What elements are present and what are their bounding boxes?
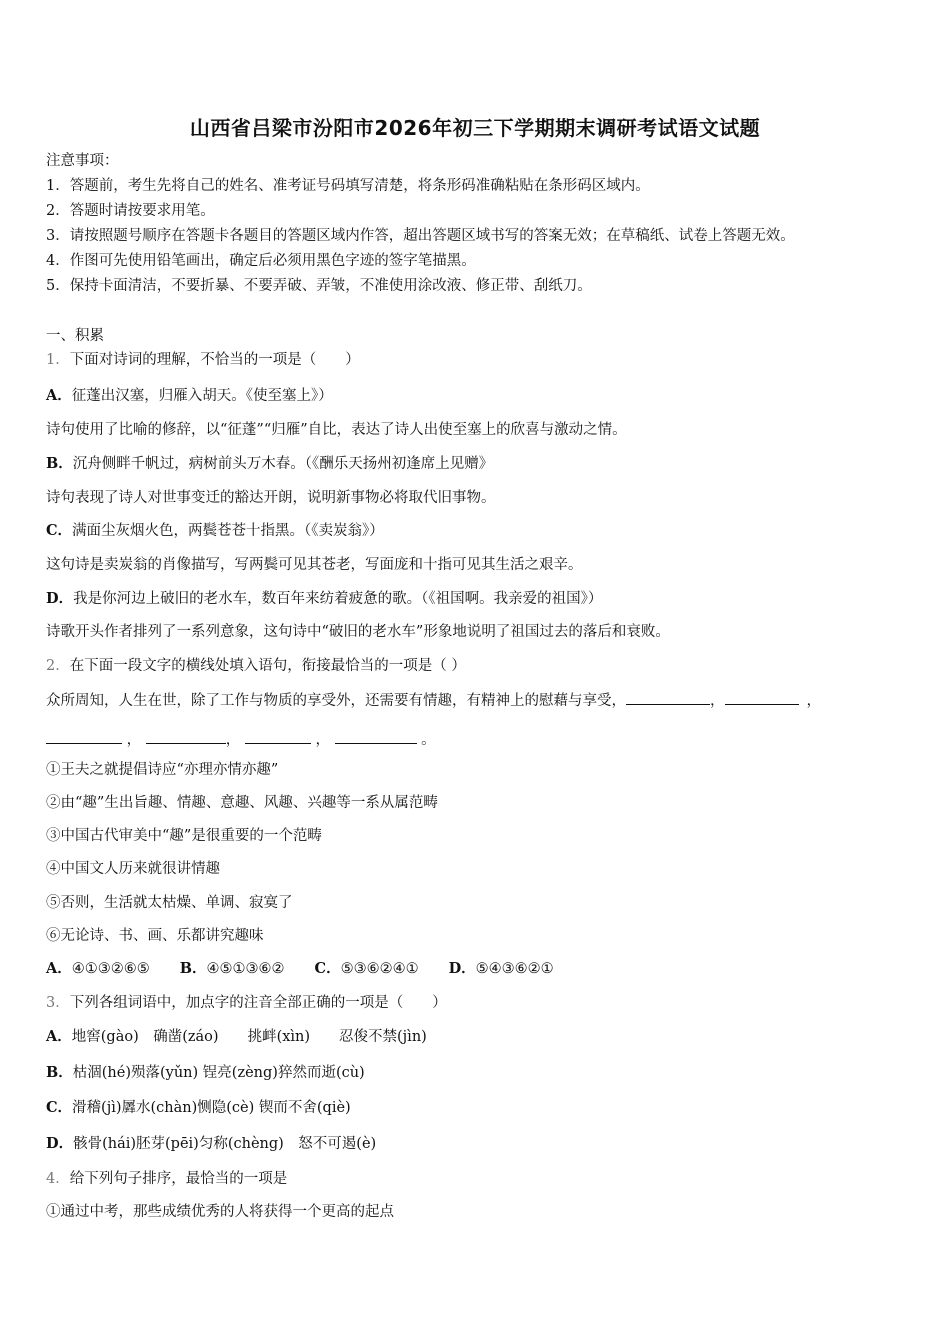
choice-label: C． bbox=[314, 960, 341, 977]
choice-c[interactable] bbox=[315, 959, 419, 979]
sentence-item: ③中国古代审美中“趣”是很重要的一个范畴 bbox=[46, 828, 322, 844]
question-number: 3． bbox=[46, 995, 70, 1011]
option-text: 滑稽(jì)羼水(chàn)恻隐(cè) 锲而不舍(qiè) bbox=[72, 1100, 351, 1116]
option-note: 诗句表现了诗人对世事变迁的豁达开朗，说明新事物必将取代旧事物。 bbox=[46, 490, 496, 506]
option-label: B． bbox=[46, 1064, 73, 1081]
answer-blank[interactable] bbox=[725, 690, 799, 705]
sentence-item: ⑥无论诗、书、画、乐都讲究趣味 bbox=[46, 928, 264, 944]
option-text: 我是你河边上破旧的老水车，数百年来纺着疲惫的歌。（《祖国啊。我亲爱的祖国》） bbox=[73, 591, 603, 607]
sentence-item: ①王夫之就提倡诗应“亦理亦情亦趣” bbox=[46, 762, 279, 778]
section-heading: 一、积累 bbox=[46, 328, 104, 344]
question-stem: 下面对诗词的理解，不恰当的一项是（ ） bbox=[69, 352, 360, 368]
page-title: 山西省吕梁市汾阳市2026年初三下学期期末调研考试语文试题 bbox=[189, 116, 761, 140]
blank-line bbox=[46, 729, 436, 750]
question-stem: 给下列句子排序，最恰当的一项是 bbox=[69, 1171, 288, 1187]
option-d bbox=[46, 1134, 376, 1154]
option-label: D． bbox=[46, 590, 74, 607]
choice-text: ⑤④③⑥②① bbox=[475, 961, 554, 977]
question-stem: 下列各组词语中，加点字的注音全部正确的一项是（ ） bbox=[69, 995, 447, 1011]
notice-item: 3．请按照题号顺序在答题卡各题目的答题区域内作答，超出答题区域书写的答案无效；在草稿纸、试卷上答题无效。 bbox=[46, 228, 795, 244]
question-stem: 在下面一段文字的横线处填入语句，衔接最恰当的一项是（ ） bbox=[69, 658, 466, 674]
sentence-item: ⑤否则，生活就太枯燥、单调、寂寞了 bbox=[46, 895, 293, 911]
option-a bbox=[46, 386, 333, 406]
option-label: A． bbox=[46, 387, 72, 404]
blank-separator: ， bbox=[806, 693, 821, 709]
answer-blank[interactable] bbox=[335, 729, 417, 744]
answer-blank[interactable] bbox=[146, 729, 226, 744]
question-number: 1． bbox=[46, 352, 70, 368]
notice-heading: 注意事项： bbox=[46, 153, 119, 169]
choice-text: ④①③②⑥⑤ bbox=[71, 961, 150, 977]
option-text: 征蓬出汉塞，归雁入胡天。《使至塞上》） bbox=[71, 388, 333, 404]
option-label: A． bbox=[46, 1028, 72, 1045]
question-2 bbox=[46, 656, 466, 676]
answer-blank[interactable] bbox=[245, 729, 311, 744]
sentence-item: ①通过中考，那些成绩优秀的人将获得一个更高的起点 bbox=[46, 1204, 394, 1220]
sentence-item: ②由“趣”生出旨趣、情趣、意趣、风趣、兴趣等一系从属范畴 bbox=[46, 795, 438, 811]
choice-b[interactable] bbox=[180, 959, 285, 979]
choice-label: D． bbox=[448, 960, 476, 977]
option-d bbox=[46, 589, 602, 609]
option-note: 诗句使用了比喻的修辞，以“征蓬”“归雁”自比，表达了诗人出使至塞上的欣喜与激动之情。 bbox=[46, 422, 627, 438]
question-3 bbox=[46, 993, 447, 1013]
option-c bbox=[46, 1098, 351, 1118]
sentence-item: ④中国文人历来就很讲情趣 bbox=[46, 861, 220, 877]
option-label: C． bbox=[46, 522, 73, 539]
question-4 bbox=[46, 1169, 287, 1189]
option-note: 诗歌开头作者排列了一系列意象，这句诗中“破旧的老水车”形象地说明了祖国过去的落后和衰败。 bbox=[46, 624, 670, 640]
answer-blank[interactable] bbox=[626, 690, 710, 705]
option-b bbox=[46, 1063, 365, 1083]
blank-separator: ， bbox=[710, 693, 725, 709]
option-c bbox=[46, 521, 384, 541]
question-number: 2． bbox=[46, 658, 70, 674]
blank-separator: ， bbox=[126, 732, 142, 748]
option-b bbox=[46, 454, 493, 474]
option-text: 满面尘灰烟火色，两鬓苍苍十指黑。（《卖炭翁》） bbox=[72, 523, 384, 539]
option-label: C． bbox=[46, 1099, 73, 1116]
blank-separator: ， bbox=[225, 732, 241, 748]
choice-a[interactable] bbox=[46, 959, 150, 979]
option-note: 这句诗是卖炭翁的肖像描写，写两鬓可见其苍老，写面庞和十指可见其生活之艰辛。 bbox=[46, 557, 583, 573]
notice-item: 1．答题前，考生先将自己的姓名、准考证号码填写清楚，将条形码准确粘贴在条形码区域内。 bbox=[46, 178, 650, 194]
choice-label: A． bbox=[46, 960, 72, 977]
choice-d[interactable] bbox=[449, 959, 554, 979]
option-text: 骸骨(hái)胚芽(pēi)匀称(chèng) 怒不可遏(è) bbox=[73, 1136, 377, 1152]
notice-item: 4．作图可先使用铅笔画出，确定后必须用黑色字迹的签字笔描黑。 bbox=[46, 253, 476, 269]
option-a bbox=[46, 1027, 427, 1047]
option-label: D． bbox=[46, 1135, 74, 1152]
question-1 bbox=[46, 350, 360, 370]
passage-line bbox=[46, 690, 821, 711]
passage-text: 众所周知，人生在世，除了工作与物质的享受外，还需要有情趣，有精神上的慰藉与享受， bbox=[46, 693, 626, 709]
choice-label: B． bbox=[179, 960, 207, 977]
choice-text: ⑤③⑥②④① bbox=[340, 961, 419, 977]
option-label: B． bbox=[46, 455, 73, 472]
blank-end: 。 bbox=[421, 732, 436, 748]
answer-blank[interactable] bbox=[46, 729, 122, 744]
choice-text: ④⑤①③⑥② bbox=[206, 961, 285, 977]
option-text: 地窖(gào) 确凿(záo) 挑衅(xìn) 忍俊不禁(jìn) bbox=[71, 1029, 427, 1045]
notice-item: 5．保持卡面清洁，不要折暴、不要弄破、弄皱，不准使用涂改液、修正带、刮纸刀。 bbox=[46, 278, 592, 294]
question-number: 4． bbox=[46, 1171, 70, 1187]
option-text: 沉舟侧畔千帆过，病树前头万木春。（《酬乐天扬州初逢席上见赠》 bbox=[72, 456, 494, 472]
choice-row bbox=[46, 959, 584, 979]
option-text: 枯涸(hé)殒落(yǔn) 锃亮(zèng)猝然而逝(cù) bbox=[72, 1065, 365, 1081]
blank-separator: ， bbox=[315, 732, 330, 748]
notice-item: 2．答题时请按要求用笔。 bbox=[46, 203, 215, 219]
